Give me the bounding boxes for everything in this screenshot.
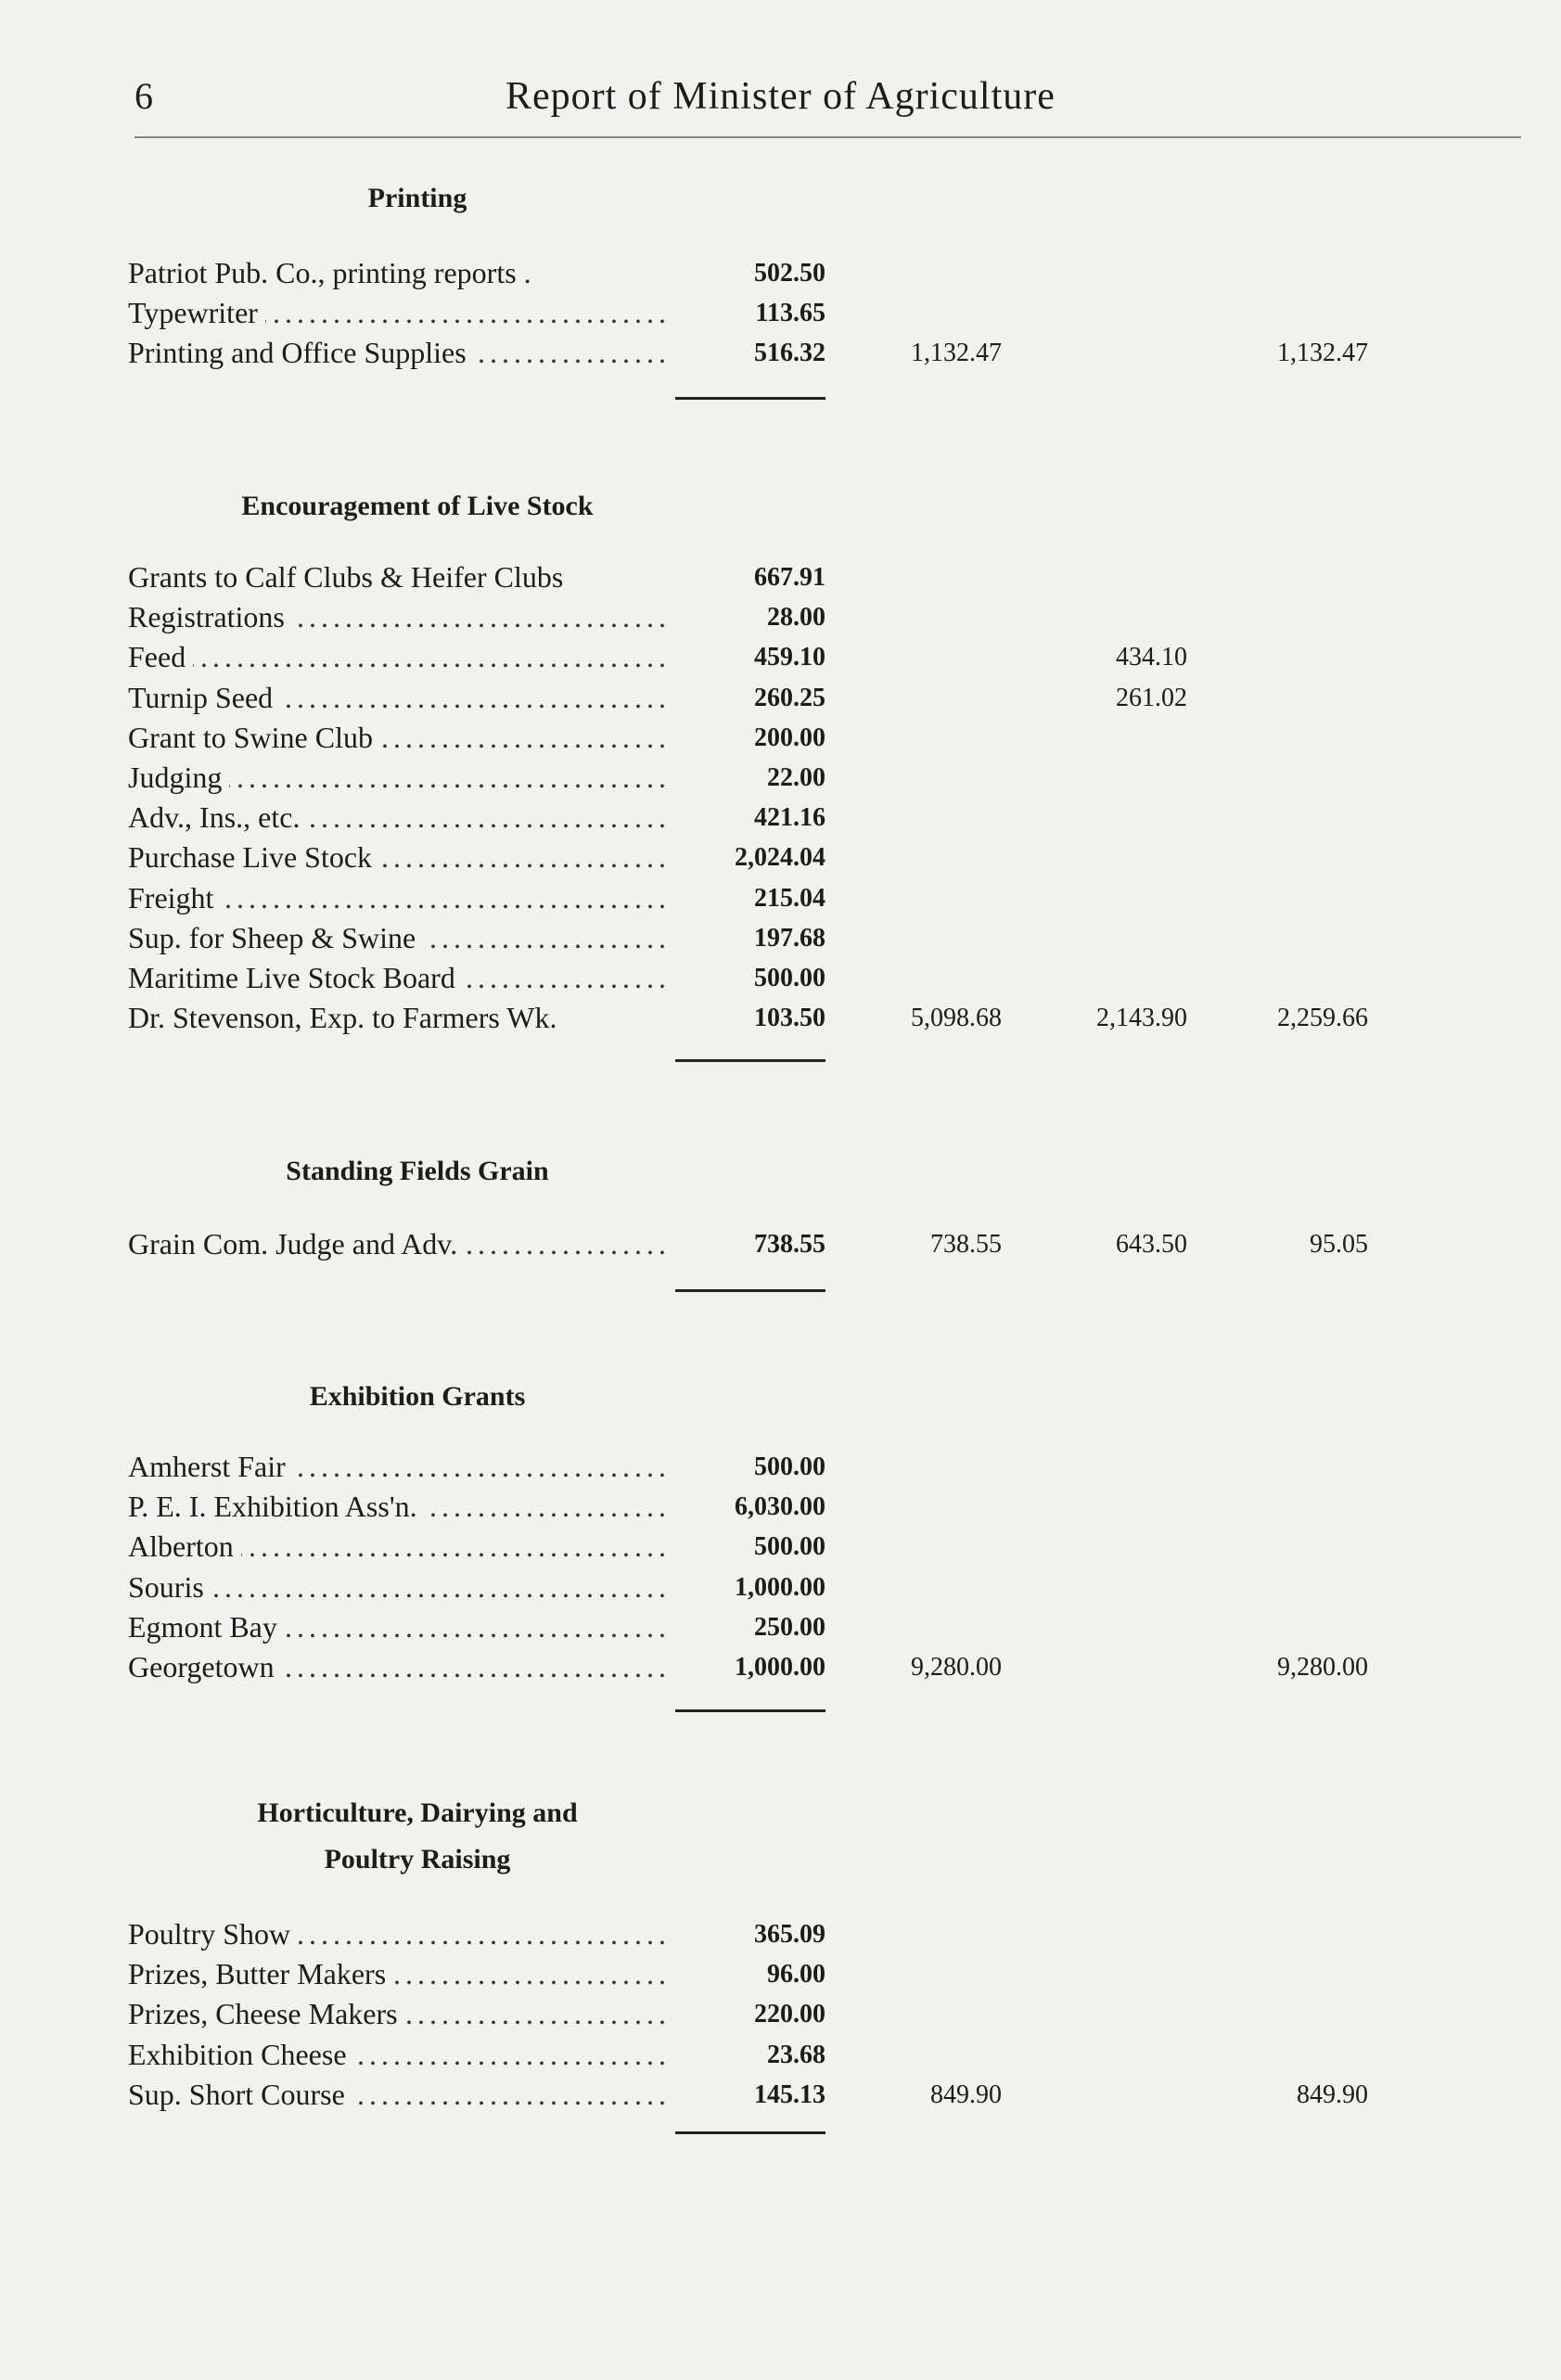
ledger-row (0, 1487, 1561, 1527)
row-label-text: Grant to Swine Club (128, 721, 380, 754)
ledger-row (0, 293, 1561, 333)
row-label (128, 1607, 671, 1647)
row-label-text: Feed (128, 640, 193, 673)
row-label-text: Purchase Live Stock (128, 840, 379, 874)
item-amount: 145.13 (754, 2079, 825, 2109)
row-label (128, 1567, 671, 1607)
ledger-row (0, 798, 1561, 838)
row-label (128, 1224, 671, 1264)
item-amount: 500.00 (754, 1532, 825, 1562)
row-label-text: Grain Com. Judge and Adv. (128, 1227, 465, 1260)
item-amount: 215.04 (754, 883, 825, 913)
ledger-row (0, 1647, 1561, 1687)
row-label (128, 2035, 671, 2075)
item-amount: 738.55 (754, 1230, 825, 1259)
row-label-text: Souris (128, 1570, 211, 1604)
row-label (128, 998, 671, 1038)
ledger-row (0, 253, 1561, 293)
ledger-row (0, 557, 1561, 597)
page-number: 6 (134, 75, 153, 117)
ledger-row (0, 597, 1561, 637)
total-column: 5,098.68 (911, 1004, 1002, 1033)
row-label-text: Amherst Fair (128, 1450, 293, 1483)
item-amount: 2,024.04 (735, 843, 825, 873)
item-amount: 365.09 (754, 1920, 825, 1949)
item-amount: 516.32 (754, 339, 825, 367)
item-amount: 500.00 (754, 1452, 825, 1481)
total-column: 1,132.47 (911, 339, 1002, 367)
row-label (128, 838, 671, 877)
row-label-text: Prizes, Butter Makers (128, 1957, 393, 1990)
row-label (128, 557, 671, 597)
row-label-text: Sup. for Sheep & Swine (128, 921, 423, 954)
row-label-text: Sup. Short Course (128, 2078, 352, 2111)
section-title: Encouragement of Live Stock (241, 491, 594, 521)
page-title: Report of Minister of Agriculture (505, 75, 1056, 118)
ledger-row (0, 1447, 1561, 1487)
ledger-row (0, 1994, 1561, 2034)
ledger-row (0, 878, 1561, 918)
column-three: 261.02 (1116, 683, 1187, 712)
ledger-row (0, 637, 1561, 677)
row-label (128, 1994, 671, 2034)
item-amount: 6,030.00 (735, 1492, 825, 1522)
item-amount: 500.00 (754, 964, 825, 992)
total-column: 738.55 (930, 1230, 1002, 1259)
row-label-text: Exhibition Cheese (128, 2038, 354, 2071)
item-amount: 113.65 (755, 299, 825, 327)
ledger-row (0, 918, 1561, 958)
ledger-row (0, 2035, 1561, 2075)
section-title: Standing Fields Grain (286, 1156, 549, 1186)
row-label (128, 293, 671, 333)
row-label-text: Registrations (128, 600, 292, 633)
item-amount: 200.00 (754, 723, 825, 752)
row-label (128, 798, 671, 838)
row-label-text: Adv., Ins., etc. (128, 800, 307, 834)
row-label (128, 878, 671, 918)
row-label (128, 758, 671, 798)
subtotal-rule (675, 1289, 825, 1292)
ledger-row (0, 998, 1561, 1038)
ledger-row (0, 718, 1561, 758)
row-label-text: Typewriter (128, 296, 265, 329)
row-label-text: Freight (128, 881, 221, 915)
page-header (134, 74, 1526, 130)
ledger-row (0, 1527, 1561, 1567)
row-label (128, 597, 671, 637)
ledger-row (0, 958, 1561, 998)
item-amount: 22.00 (767, 763, 825, 792)
row-label-text: P. E. I. Exhibition Ass'n. (128, 1490, 425, 1523)
row-label-text: Patriot Pub. Co., printing reports . (128, 256, 539, 289)
column-four: 9,280.00 (1277, 1653, 1368, 1682)
row-label (128, 958, 671, 998)
subtotal-rule (675, 1059, 825, 1062)
total-column: 9,280.00 (911, 1653, 1002, 1682)
column-three: 643.50 (1116, 1230, 1187, 1259)
column-three: 2,143.90 (1096, 1004, 1187, 1033)
row-label (128, 918, 671, 958)
row-label-text: Dr. Stevenson, Exp. to Farmers Wk. (128, 1001, 564, 1034)
row-label (128, 1647, 671, 1687)
row-label (128, 2075, 671, 2115)
section-title: Horticulture, Dairying and (257, 1798, 578, 1828)
item-amount: 220.00 (754, 2000, 825, 2029)
ledger-row (0, 1567, 1561, 1607)
row-label (128, 1447, 671, 1487)
item-amount: 502.50 (754, 259, 825, 288)
row-label (128, 1487, 671, 1527)
item-amount: 28.00 (767, 603, 825, 633)
item-amount: 1,000.00 (735, 1653, 825, 1682)
row-label-text: Alberton (128, 1529, 241, 1563)
row-label-text: Prizes, Cheese Makers (128, 1997, 405, 2030)
total-column: 849.90 (930, 2079, 1002, 2109)
section-title: Printing (367, 183, 467, 213)
ledger-row (0, 333, 1561, 373)
row-label-text: Poultry Show (128, 1917, 298, 1951)
ledger-row (0, 1607, 1561, 1647)
column-four: 2,259.66 (1277, 1004, 1368, 1033)
subtotal-rule (675, 397, 825, 400)
item-amount: 197.68 (754, 923, 825, 953)
item-amount: 260.25 (754, 683, 825, 712)
item-amount: 421.16 (754, 803, 825, 833)
row-label (128, 333, 671, 373)
ledger-row (0, 678, 1561, 718)
ledger-row (0, 1224, 1561, 1264)
subtotal-rule (675, 1709, 825, 1712)
row-label (128, 1914, 671, 1954)
ledger-row (0, 1954, 1561, 1994)
item-amount: 459.10 (754, 643, 825, 672)
section-title: Exhibition Grants (309, 1381, 526, 1412)
row-label (128, 253, 671, 293)
item-amount: 250.00 (754, 1612, 825, 1642)
header-rule (134, 136, 1521, 138)
row-label-text: Maritime Live Stock Board (128, 961, 463, 994)
column-four: 95.05 (1310, 1230, 1368, 1259)
item-amount: 23.68 (767, 2040, 825, 2069)
item-amount: 103.50 (754, 1004, 825, 1033)
column-three: 434.10 (1116, 643, 1187, 672)
row-label-text: Printing and Office Supplies (128, 336, 474, 369)
column-four: 1,132.47 (1277, 339, 1368, 367)
subtotal-rule (675, 2131, 825, 2134)
ledger-row (0, 758, 1561, 798)
ledger-row (0, 1914, 1561, 1954)
item-amount: 96.00 (767, 1960, 825, 1990)
row-label-text: Judging (128, 761, 229, 794)
row-label-text: Grants to Calf Clubs & Heifer Clubs (128, 560, 570, 594)
row-label-text: Georgetown (128, 1650, 282, 1683)
row-label-text: Turnip Seed (128, 681, 280, 714)
row-label (128, 1527, 671, 1567)
item-amount: 1,000.00 (735, 1572, 825, 1602)
ledger-row (0, 838, 1561, 877)
section-title: Poultry Raising (324, 1844, 511, 1875)
item-amount: 667.91 (754, 563, 825, 592)
row-label (128, 718, 671, 758)
ledger-row (0, 2075, 1561, 2115)
row-label (128, 637, 671, 677)
row-label (128, 1954, 671, 1994)
row-label (128, 678, 671, 718)
column-four: 849.90 (1297, 2079, 1368, 2109)
row-label-text: Egmont Bay (128, 1610, 285, 1644)
